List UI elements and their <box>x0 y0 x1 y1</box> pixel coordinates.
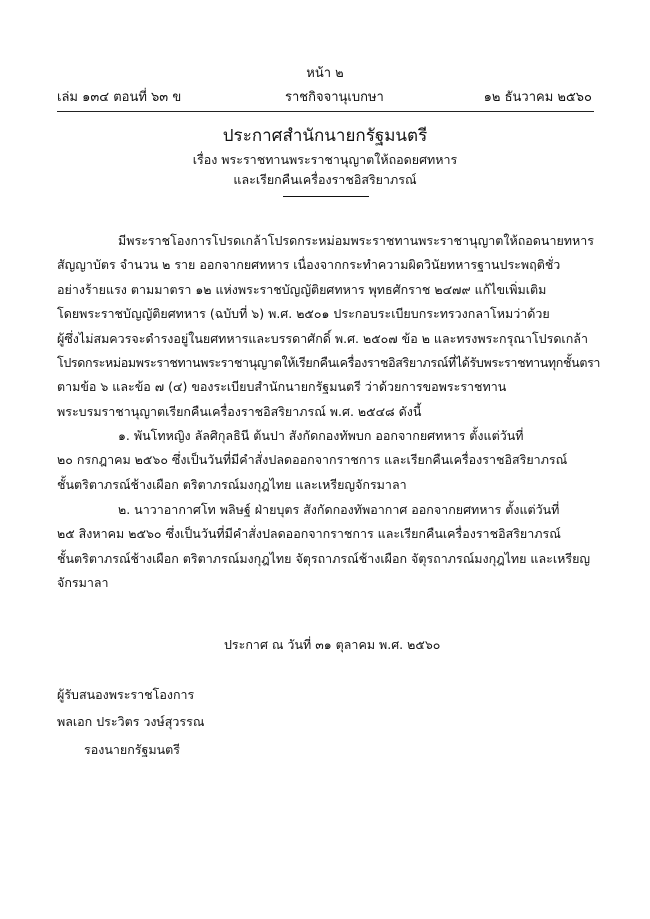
header-rule <box>57 111 594 112</box>
item-line: ๒. นาวาอากาศโท พลิษฐ์ ฝ่ายบุตร สังกัดกองทัพอากาศ ออกจากยศทหาร ตั้งแต่วันที่ <box>118 502 560 517</box>
item-2 <box>57 498 594 596</box>
publication-name: ราชกิจจานุเบกษา <box>285 90 384 105</box>
item-line: ชั้นตริตาภรณ์ช้างเผือก ตริตาภรณ์มงกุฎไทย จัตุรถาภรณ์ช้างเผือก จัตุรถาภรณ์มงกุฎไทย และเหรียญ <box>57 550 591 566</box>
volume-issue: เล่ม ๑๓๔ ตอนที่ ๖๓ ข <box>57 90 182 105</box>
paragraph-line: พระบรมราชานุญาตเรียกคืนเครื่องราชอิสริยาภรณ์ พ.ศ. ๒๕๔๘ ดังนี้ <box>57 403 422 419</box>
publication-date: ๑๒ ธันวาคม ๒๕๖๐ <box>483 90 592 105</box>
page-number: หน้า ๒ <box>306 66 344 81</box>
countersign-label: ผู้รับสนองพระราชโองการ <box>57 687 195 702</box>
paragraph-line: โปรดกระหม่อมพระราชทานพระราชานุญาตให้เรียกคืนเครื่องราชอิสริยาภรณ์ที่ได้รับพระราชทานทุกชั้นตรา <box>57 355 601 371</box>
item-line: จักรมาลา <box>57 575 109 591</box>
announcement-date: ประกาศ ณ วันที่ ๓๑ ตุลาคม พ.ศ. ๒๕๖๐ <box>224 637 441 652</box>
subject-line-2: และเรียกคืนเครื่องราชอิสริยาภรณ์ <box>233 172 417 187</box>
subject-line-1: เรื่อง พระราชทานพระราชานุญาตให้ถอดยศทหาร <box>192 152 458 167</box>
paragraph-line: อย่างร้ายแรง ตามมาตรา ๑๒ แห่งพระราชบัญญัติยศทหาร พุทธศักราช ๒๔๗๙ แก้ไขเพิ่มเติม <box>57 281 547 297</box>
title-underline <box>283 196 369 197</box>
item-line: ๒๕ สิงหาคม ๒๕๖๐ ซึ่งเป็นวันที่มีคำสั่งปลดออกจากราชการ และเรียกคืนเครื่องราชอิสริยาภรณ์ <box>57 526 561 542</box>
item-line: ๑. พันโทหญิง ลัลศิกุลธินี ต้นปา สังกัดกองทัพบก ออกจากยศทหาร ตั้งแต่วันที่ <box>118 428 524 443</box>
item-line: ๒๐ กรกฎาคม ๒๕๖๐ ซึ่งเป็นวันที่มีคำสั่งปลดออกจากราชการ และเรียกคืนเครื่องราชอิสริยาภรณ์ <box>57 452 568 468</box>
announcement-title: ประกาศสำนักนายกรัฐมนตรี <box>222 126 428 146</box>
item-1 <box>57 424 594 497</box>
paragraph-line: มีพระราชโองการโปรดเกล้าโปรดกระหม่อมพระราชทานพระราชานุญาตให้ถอดนายทหาร <box>118 233 594 248</box>
signatory-name: พลเอก ประวิตร วงษ์สุวรรณ <box>57 714 205 729</box>
item-line: ชั้นตริตาภรณ์ช้างเผือก ตริตาภรณ์มงกุฎไทย และเหรียญจักรมาลา <box>57 476 407 492</box>
paragraph-line: ผู้ซึ่งไม่สมควรจะดำรงอยู่ในยศทหารและบรรดาศักดิ์ พ.ศ. ๒๕๐๗ ข้อ ๒ และทรงพระกรุณาโปรดเกล้า <box>57 330 588 346</box>
paragraph-line: โดยพระราชบัญญัติยศทหาร (ฉบับที่ ๖) พ.ศ. ๒๕๐๑ ประกอบระเบียบกระทรวงกลาโหมว่าด้วย <box>57 306 550 322</box>
paragraph-line: สัญญาบัตร จำนวน ๒ ราย ออกจากยศทหาร เนื่องจากกระทำความผิดวินัยทหารฐานประพฤติชั่ว <box>57 257 561 273</box>
paragraph-main <box>57 229 601 424</box>
signatory-position: รองนายกรัฐมนตรี <box>84 742 181 757</box>
paragraph-line: ตามข้อ ๖ และข้อ ๗ (๔) ของระเบียบสำนักนายกรัฐมนตรี ว่าด้วยการขอพระราชทาน <box>57 379 507 395</box>
